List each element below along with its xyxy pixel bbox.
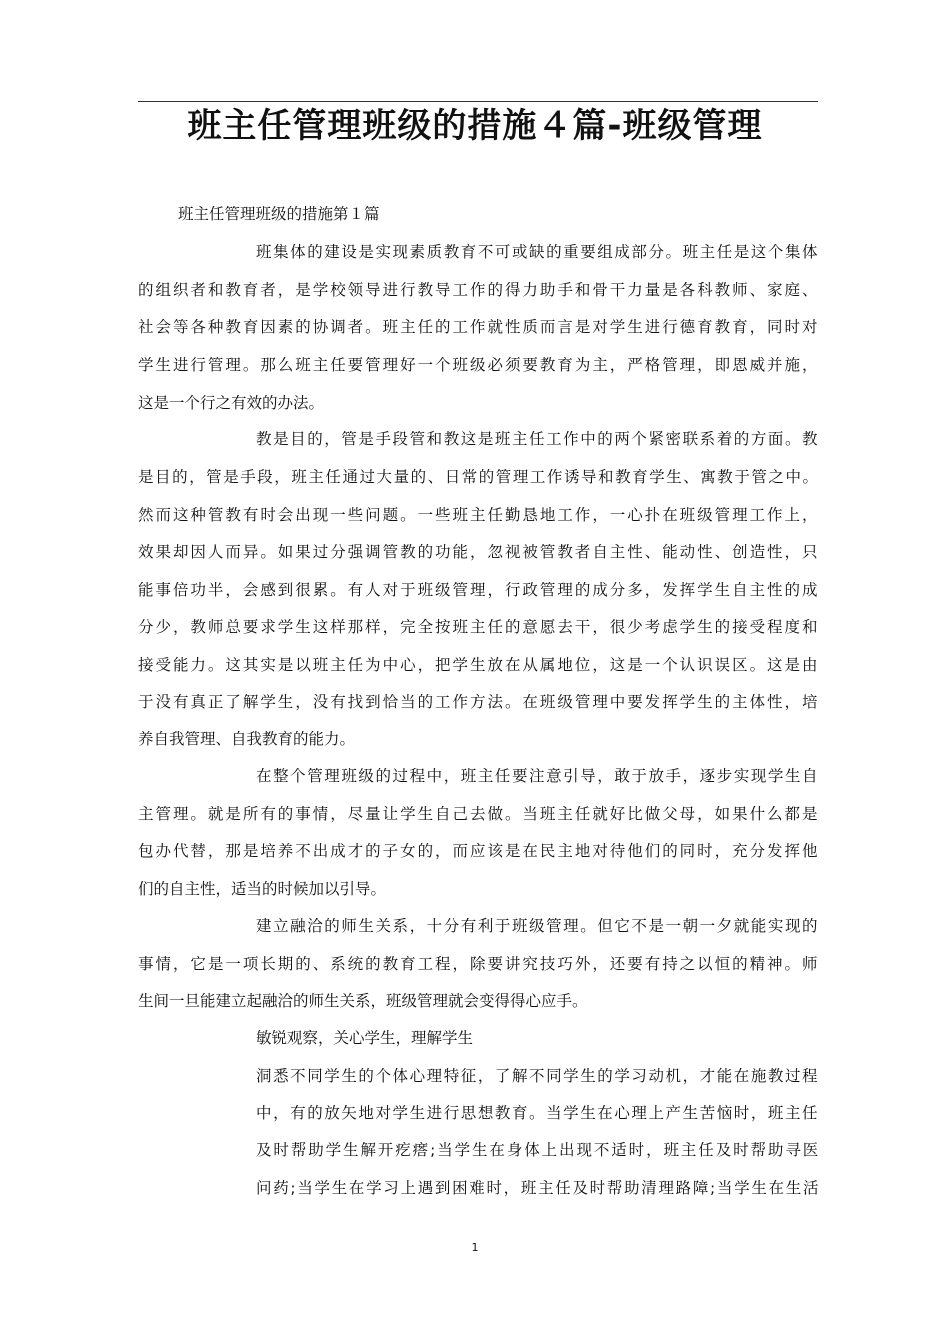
- text-line: 事情，它是一项长期的、系统的教育工程，除要讲究技巧外，还要有持之以恒的精神。师: [138, 955, 820, 973]
- text-line: 敏锐观察，关心学生，理解学生: [256, 1029, 474, 1047]
- section-heading: 班主任管理班级的措施第１篇: [178, 205, 380, 223]
- text-line: 班集体的建设是实现素质教育不可或缺的重要组成部分。班主任是这个集体: [256, 243, 820, 261]
- text-line: 接受能力。这其实是以班主任为中心，把学生放在从属地位，这是一个认识误区。这是由: [138, 656, 820, 674]
- text-line: 在整个管理班级的过程中，班主任要注意引导，敢于放手，逐步实现学生自: [256, 767, 820, 785]
- text-line: 包办代替，那是培养不出成才的子女的，而应该是在民主地对待他们的同时，充分发挥他: [138, 842, 820, 860]
- text-line: 然而这种管教有时会出现一些问题。一些班主任勤恳地工作，一心扑在班级管理工作上，: [138, 506, 820, 524]
- text-line: 能事倍功半，会感到很累。有人对于班级管理，行政管理的成分多，发挥学生自主性的成: [138, 581, 820, 599]
- text-line: 效果却因人而异。如果过分强调管教的功能，忽视被管教者自主性、能动性、创造性，只: [138, 543, 820, 561]
- text-line: 的组织者和教育者，是学校领导进行教导工作的得力助手和骨干力量是各科教师、家庭、: [138, 281, 820, 299]
- page-number: 1: [471, 1241, 479, 1254]
- text-line: 主管理。就是所有的事情，尽量让学生自己去做。当班主任就好比做父母，如果什么都是: [138, 805, 820, 823]
- text-line: 建立融洽的师生关系，十分有利于班级管理。但它不是一朝一夕就能实现的: [256, 917, 820, 935]
- text-line: 养自我管理、自我教育的能力。: [138, 730, 356, 748]
- text-line: 们的自主性，适当的时候加以引导。: [138, 880, 387, 898]
- text-line: 这是一个行之有效的办法。: [138, 394, 325, 412]
- text-line: 教是目的，管是手段管和教这是班主任工作中的两个紧密联系着的方面。教: [256, 430, 820, 448]
- text-line: 是目的，管是手段，班主任通过大量的、日常的管理工作诱导和教育学生、寓教于管之中。: [138, 468, 820, 486]
- text-line: 及时帮助学生解开疙瘩;当学生在身体上出现不适时，班主任及时帮助寻医: [256, 1141, 821, 1159]
- text-line: 问药;当学生在学习上遇到困难时，班主任及时帮助清理路障;当学生在生活: [256, 1179, 821, 1197]
- text-line: 生间一旦能建立起融洽的师生关系，班级管理就会变得得心应手。: [138, 992, 588, 1010]
- header-rule: [138, 101, 818, 102]
- document-title: 班主任管理班级的措施４篇-班级管理: [187, 106, 763, 146]
- text-line: 洞悉不同学生的个体心理特征，了解不同学生的学习动机，才能在施教过程: [256, 1067, 820, 1085]
- text-line: 学生进行管理。那么班主任要管理好一个班级必须要教育为主，严格管理，即恩威并施，: [138, 356, 820, 374]
- text-line: 分少，教师总要求学生这样那样，完全按班主任的意愿去干，很少考虑学生的接受程度和: [138, 618, 820, 636]
- text-line: 于没有真正了解学生，没有找到恰当的工作方法。在班级管理中要发挥学生的主体性，培: [138, 693, 820, 711]
- text-line: 中，有的放矢地对学生进行思想教育。当学生在心理上产生苦恼时，班主任: [256, 1104, 820, 1122]
- text-line: 社会等各种教育因素的协调者。班主任的工作就性质而言是对学生进行德育教育，同时对: [138, 318, 820, 336]
